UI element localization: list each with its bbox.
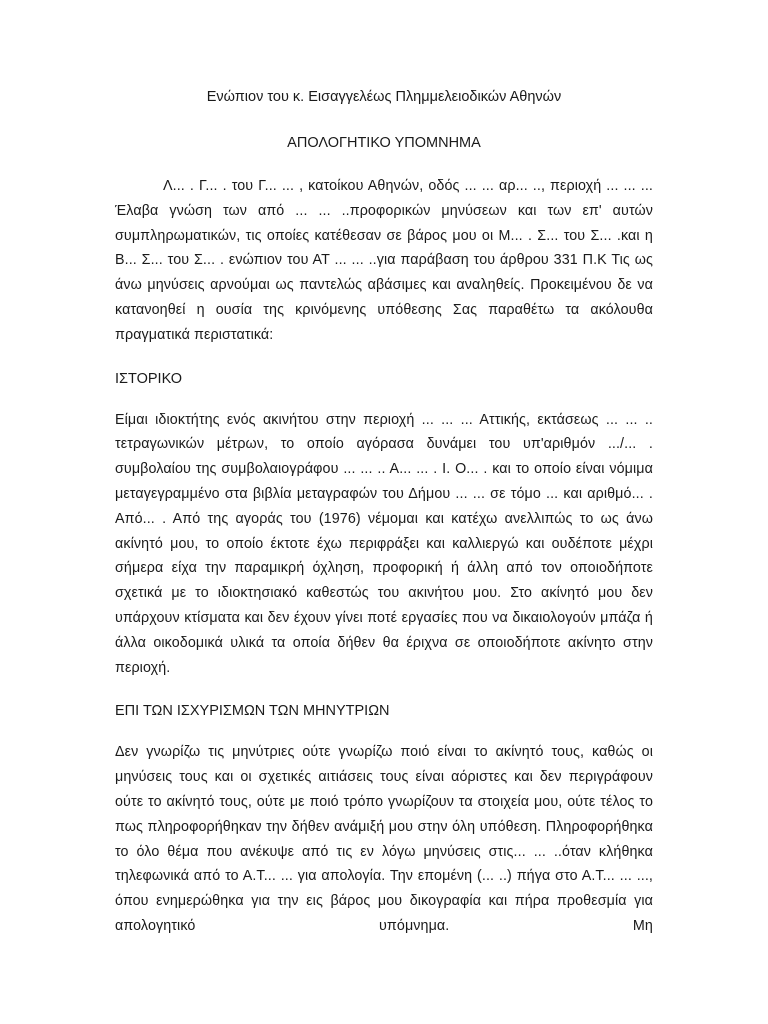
section-heading-history: ΙΣΤΟΡΙΚΟ [115, 370, 183, 387]
history-paragraph: Είμαι ιδιοκτήτης ενός ακινήτου στην περιοχή ... ... ... Αττικής, εκτάσεως ... ... .. τετραγωνικών μέτρων, το οποίο αγόρασα δυνάμει του υπ'αριθμόν .../... . συμβολαίου της συμβολαιογράφου ... ... .. Α... ... . Ι. Ο... . και το οποίο είναι νόμιμα μεταγεγραμμένο στα βιβλία μεταγραφών του Δήμου ... ... σε τόμο ... και αριθμό... . Από... . Από της αγοράς του (1976) νέμομαι και κατέχω ανελλιπώς το ως άνω ακίνητό μου, το οποίο έκτοτε έχω περιφράξει και καλλιεργώ και ουδέποτε μέχρι σήμερα είχα την παραμικρή όχληση, προφορική ή άλλη από τον οποιοδήποτε σχετικά με το ιδιοκτησιακό καθεστώς του ακινήτου μου. Στο ακίνητό μου δεν υπάρχουν κτίσματα και δεν έχουν γίνει ποτέ εργασίες που να δικαιολογούν μπάζα ή άλλα οικοδομικά υλικά τα οποία δήθεν θα έριχνα σε οποιοδήποτε ακίνητο στην περιοχή. [115, 411, 653, 676]
addressee-line: Ενώπιον του κ. Εισαγγελέως Πλημμελειοδικών Αθηνών [206, 89, 562, 105]
document-title: ΑΠΟΛΟΓΗΤΙΚΟ ΥΠΟΜΝΗΜΑ [287, 135, 481, 151]
claims-paragraph: Δεν γνωρίζω τις μηνύτριες ούτε γνωρίζω ποιό είναι το ακίνητό τους, καθώς οι μηνύσεις τους και οι σχετικές αιτιάσεις τους είναι αόριστες και δεν περιγράφουν ούτε το ακίνητό τους, ούτε με ποιό τρόπο γνωρίζουν τα στοιχεία μου, ούτε τέλος το πως πληροφορήθηκαν την δήθεν ανάμιξή μου στην όλη υπόθεση. Πληροφορήθηκα το όλο θέμα που ανέκυψε από τις εν λόγω μηνύσεις στις... ... ..όταν κλήθηκα τηλεφωνικά από το Α.Τ... ... για απολογία. Την επομένη (... ..) πήγα στο Α.Τ... ... ..., όπου ενημερώθηκα για την εις βάρος μου δικογραφία και πήρα προθεσμία για απολογητικό υπόμνημα. Μη [115, 744, 653, 934]
section-heading-claims: ΕΠΙ ΤΩΝ ΙΣΧΥΡΙΣΜΩΝ ΤΩΝ ΜΗΝΥΤΡΙΩΝ [115, 703, 390, 720]
intro-paragraph: Λ... . Γ... . του Γ... ... , κατοίκου Αθηνών, οδός ... ... αρ... .., περιοχή ... ... ... Έλαβα γνώση των από ... ... ..προφορικών μηνύσεων και των επ' αυτών συμπληρωματικών, τις οποίες κατέθεσαν σε βάρος μου οι Μ... . Σ... του Σ... .και η Β... Σ... του Σ... . ενώπιον του ΑΤ ... ... ..για παράβαση του άρθρου 331 Π.Κ Τις ως άνω μηνύσεις αρνούμαι ως παντελώς αβάσιμες και αναληθείς. Προκειμένου δε να κατανοηθεί η ουσία της κρινόμενης υπόθεσης Σας παραθέτω τα ακόλουθα πραγματικά περιστατικά: [115, 178, 653, 343]
